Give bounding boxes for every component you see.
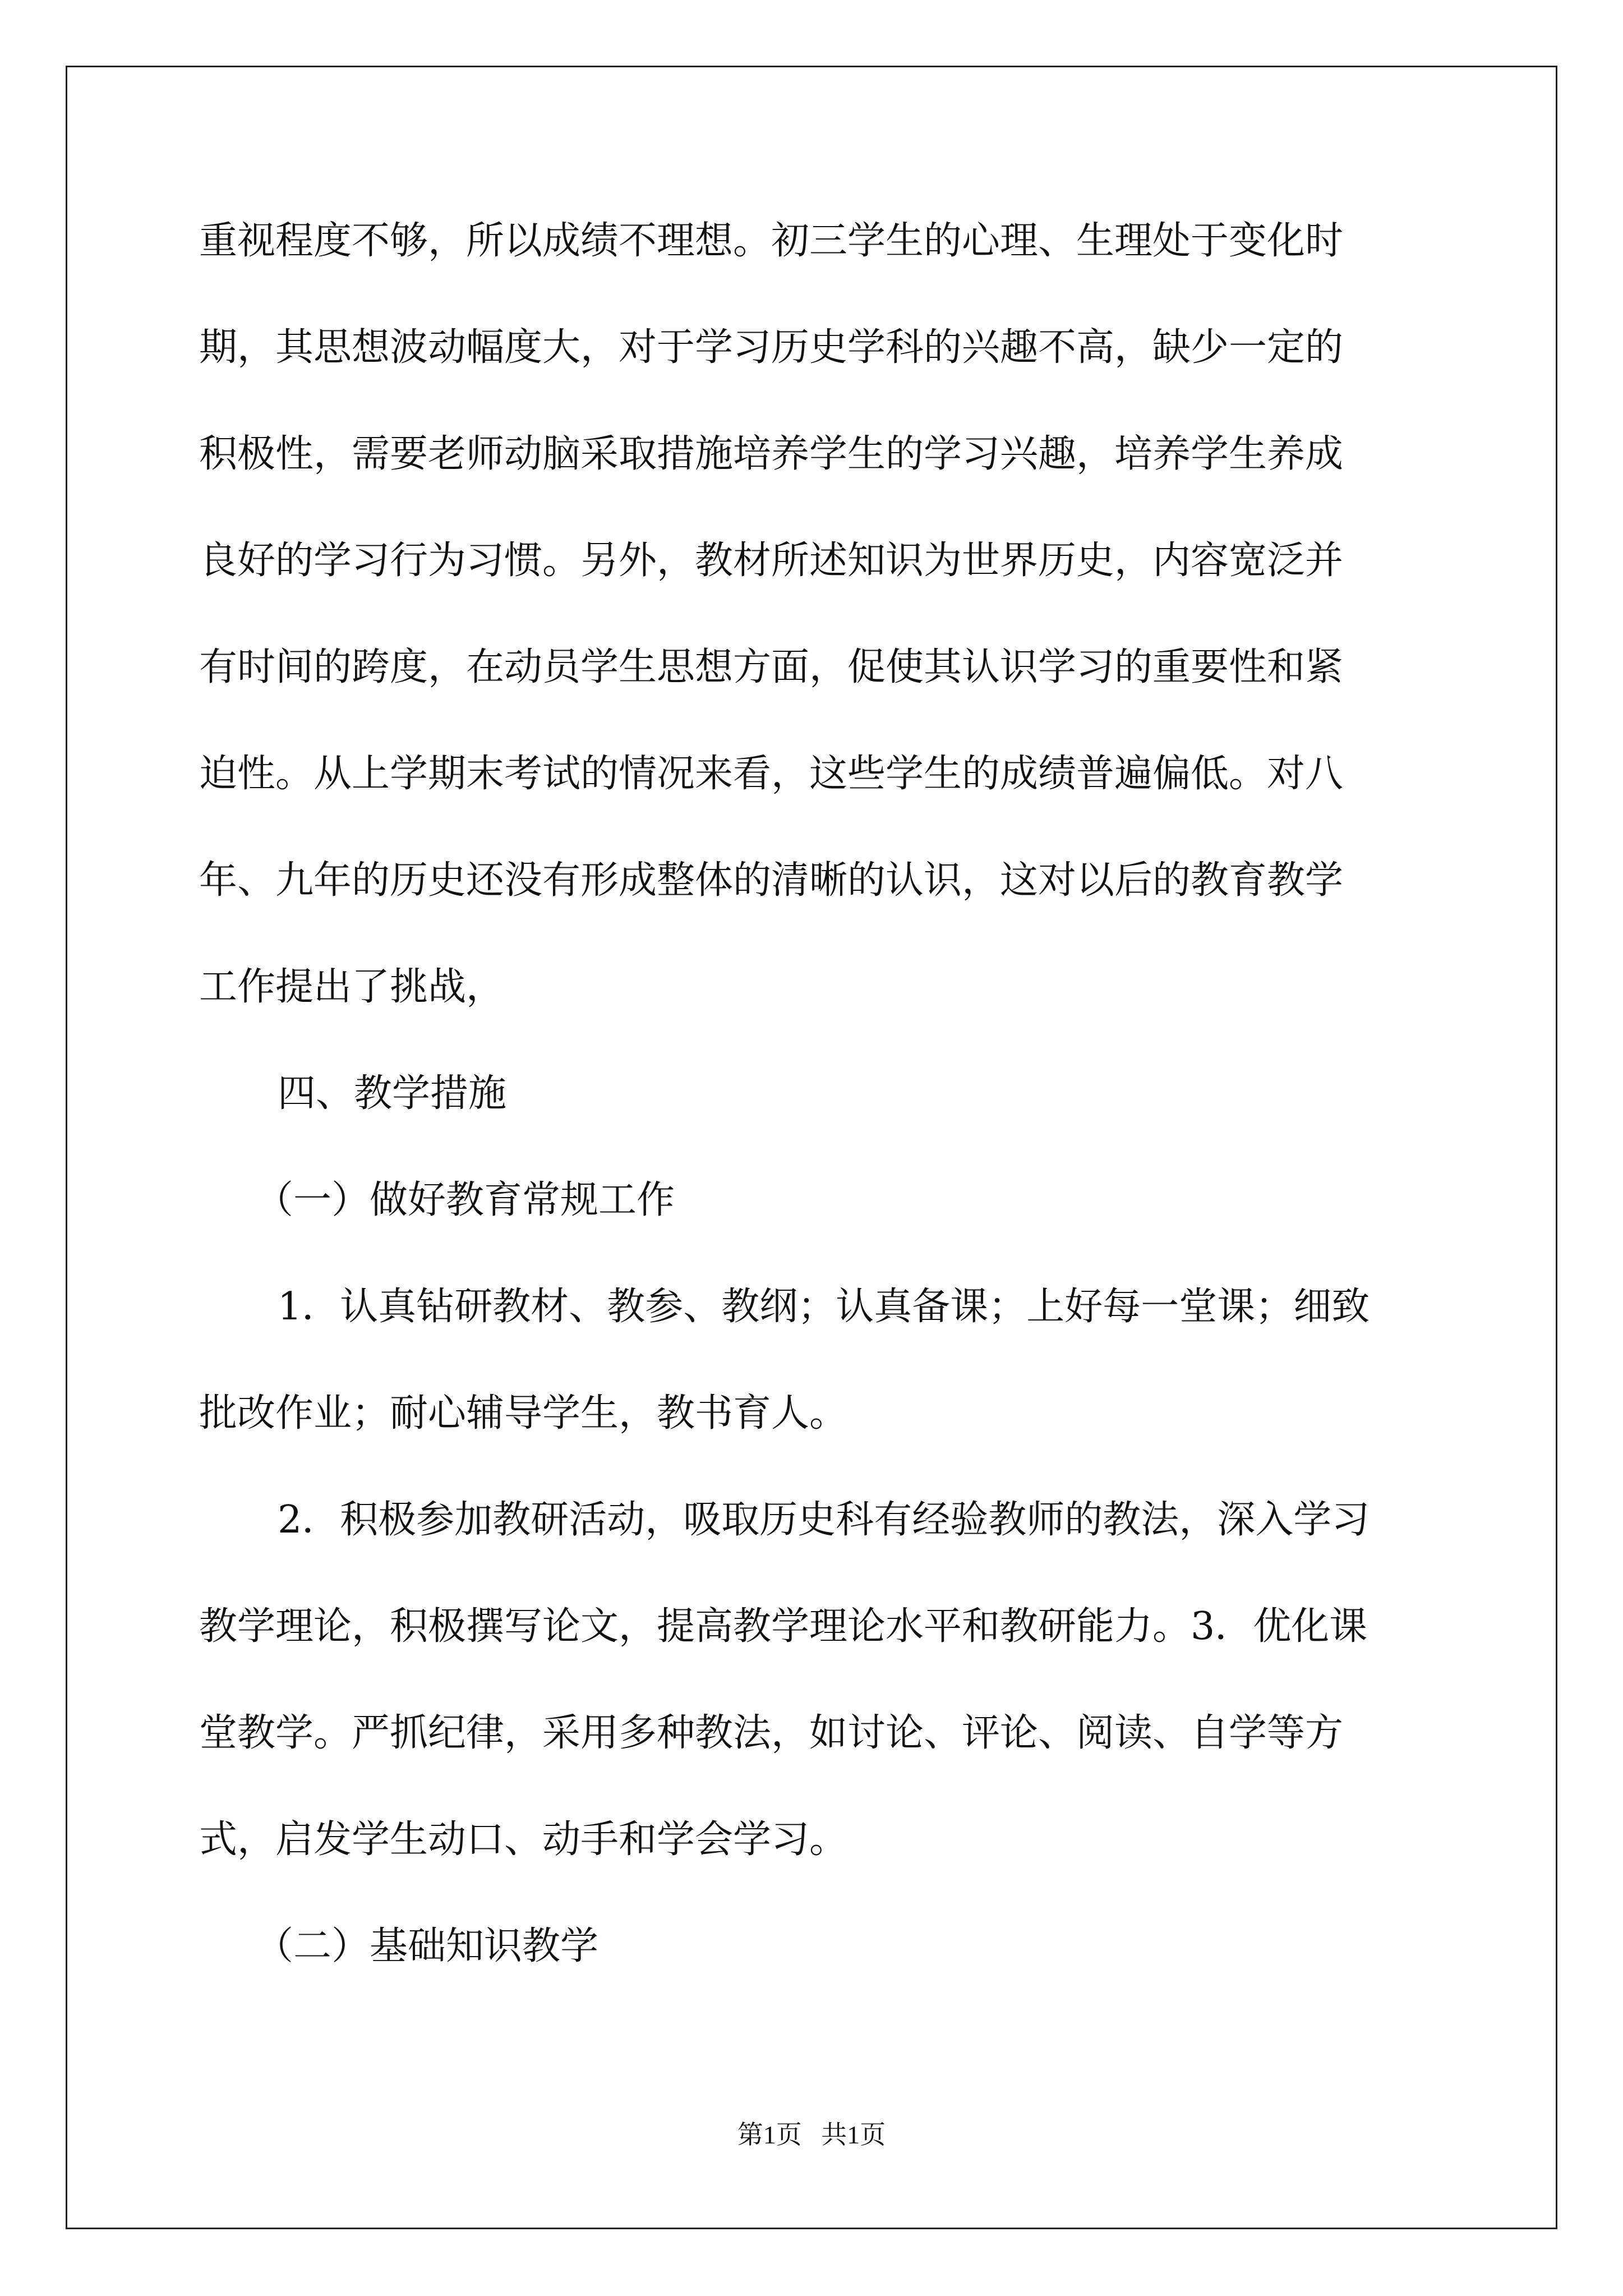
- text-line: 迫性。从上学期末考试的情况来看，这些学生的成绩普遍偏低。对八: [199, 752, 1344, 796]
- subsection-heading: （二）基础知识教学: [255, 1924, 599, 1968]
- text-line: 1．认真钻研教材、教参、教纲；认真备课；上好每一堂课；细致: [278, 1285, 1370, 1329]
- section-heading: 四、教学措施: [278, 1071, 507, 1116]
- text-line: 堂教学。严抓纪律，采用多种教法，如讨论、评论、阅读、自学等方: [199, 1711, 1344, 1755]
- page-footer: [0, 2118, 1623, 2152]
- subsection-heading: （一）做好教育常规工作: [255, 1178, 675, 1222]
- text-line: 有时间的跨度，在动员学生思想方面，促使其认识学习的重要性和紧: [199, 645, 1344, 689]
- text-line: 良好的学习行为习惯。另外，教材所述知识为世界历史，内容宽泛并: [199, 539, 1344, 583]
- page-border: [66, 66, 1557, 2229]
- text-line: 重视程度不够，所以成绩不理想。初三学生的心理、生理处于变化时: [199, 219, 1344, 263]
- text-line: 期，其思想波动幅度大，对于学习历史学科的兴趣不高，缺少一定的: [199, 325, 1344, 370]
- text-line: 2．积极参加教研活动，吸取历史科有经验教师的教法，深入学习: [278, 1498, 1370, 1542]
- text-line: 式，启发学生动口、动手和学会学习。: [199, 1818, 848, 1862]
- text-line: 年、九年的历史还没有形成整体的清晰的认识，这对以后的教育教学: [199, 858, 1344, 903]
- text-line: 工作提出了挑战，: [199, 965, 505, 1009]
- text-line: 积极性，需要老师动脑采取措施培养学生的学习兴趣，培养学生养成: [199, 432, 1344, 476]
- page-number: 第1页 共1页: [737, 2120, 886, 2149]
- text-line: 批改作业；耐心辅导学生，教书育人。: [199, 1391, 848, 1435]
- text-line: 教学理论，积极撰写论文，提高教学理论水平和教研能力。3．优化课: [199, 1604, 1368, 1649]
